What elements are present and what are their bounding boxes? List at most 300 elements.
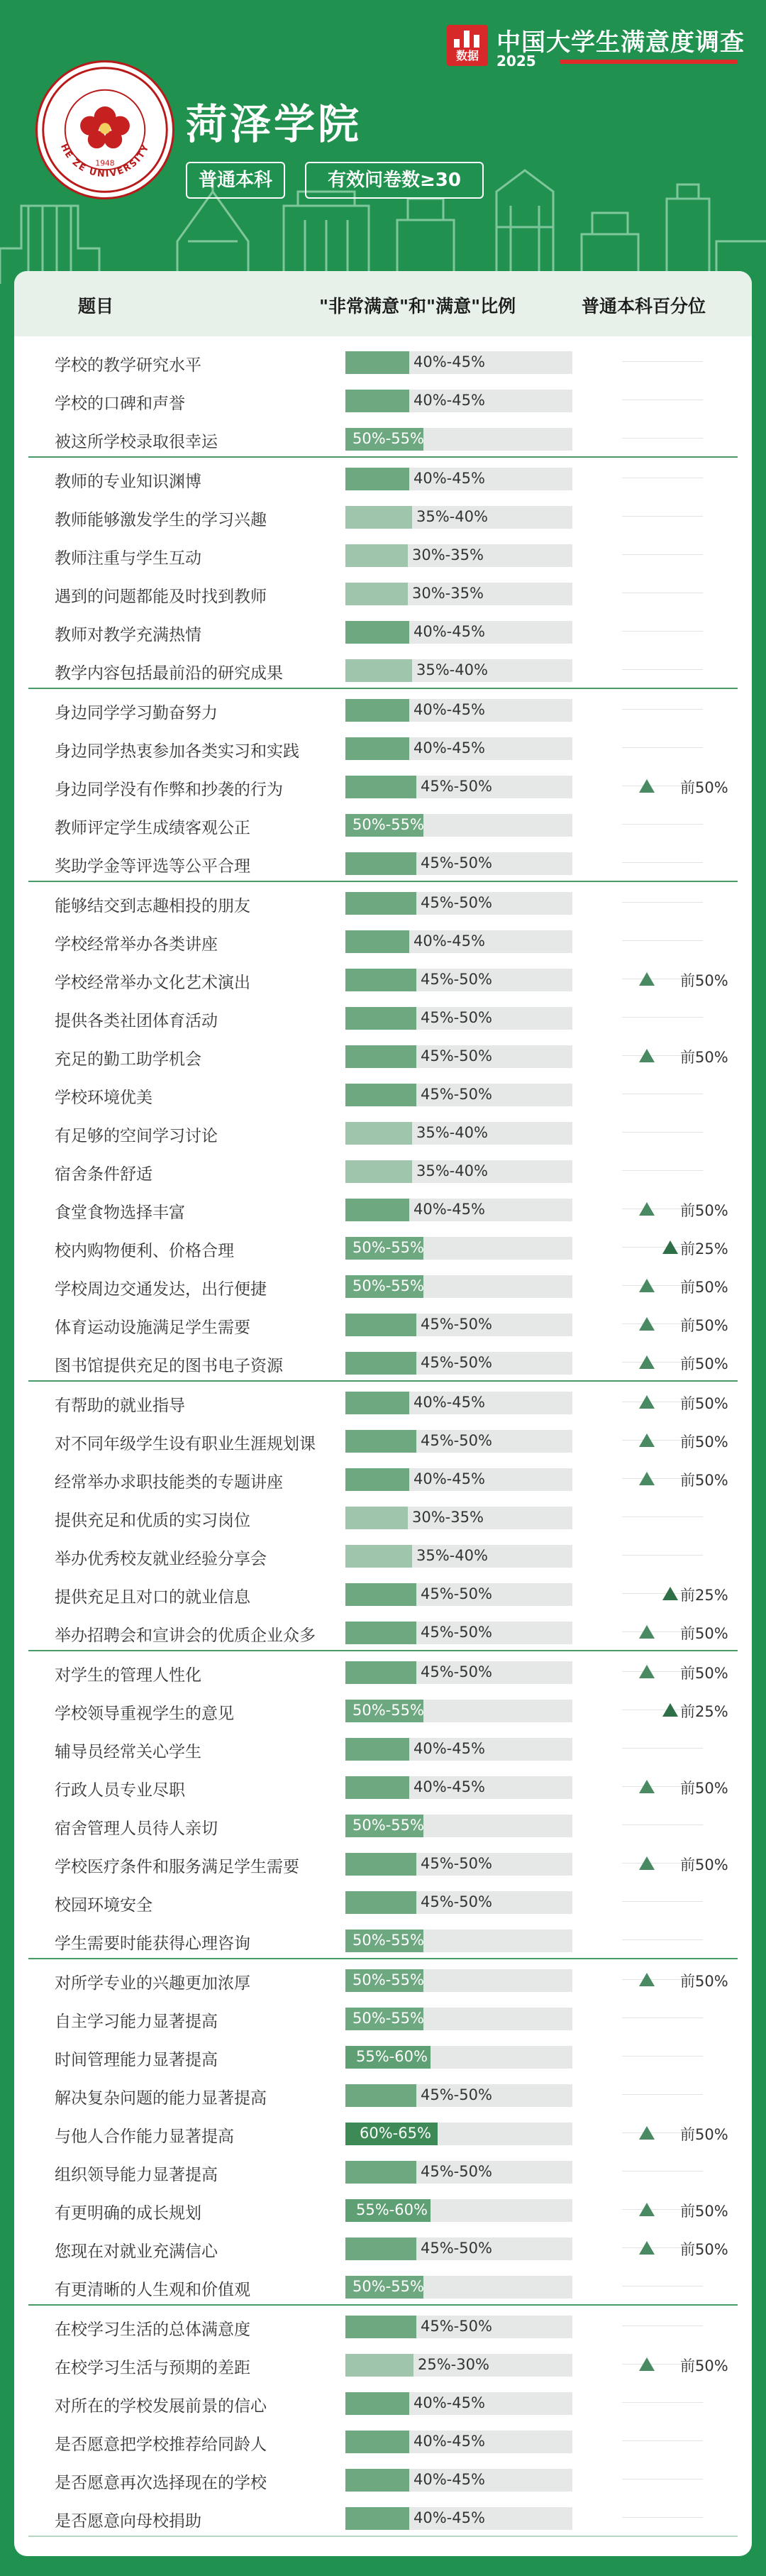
table-row	[28, 1189, 738, 1228]
ratio-bar	[345, 2084, 416, 2107]
ratio-bar	[345, 1661, 416, 1684]
table-row	[28, 380, 738, 419]
ratio-range: 45%-50%	[421, 2240, 492, 2257]
row-label: 能够结交到志趣相投的朋友	[55, 897, 250, 915]
row-label: 校园环境安全	[55, 1896, 152, 1915]
percentile-line	[622, 554, 703, 555]
percentile-label: 前50%	[680, 2241, 728, 2258]
table-row	[28, 1036, 738, 1074]
table-row	[28, 1574, 738, 1612]
ratio-bar	[345, 1352, 416, 1375]
brand-logo-icon	[447, 25, 488, 66]
ratio-range: 50%-55%	[353, 1817, 424, 1834]
ratio-range: 40%-45%	[413, 2471, 485, 2488]
ratio-bar-track	[345, 1583, 572, 1606]
ratio-range: 30%-35%	[412, 546, 484, 563]
table-row	[28, 1382, 738, 1421]
ratio-bar-track	[345, 1738, 572, 1761]
percentile-marker-icon	[639, 1317, 655, 1331]
ratio-range: 45%-50%	[421, 2318, 492, 2335]
row-label: 是否愿意向母校捐助	[55, 2512, 201, 2531]
ratio-bar-track	[345, 1352, 572, 1375]
table-row	[28, 2228, 738, 2267]
table-row	[28, 2190, 738, 2228]
ratio-bar	[345, 1853, 416, 1876]
row-label: 食堂食物选择丰富	[55, 1204, 185, 1222]
percentile-marker-icon	[639, 2126, 655, 2140]
ratio-bar-track	[345, 1815, 572, 1837]
ratio-bar-track	[345, 2046, 572, 2069]
ratio-range: 50%-55%	[353, 2278, 424, 2295]
ratio-bar	[345, 2469, 409, 2492]
table-row	[28, 1459, 738, 1497]
percentile-label: 前50%	[680, 1625, 728, 1642]
table-row	[28, 2421, 738, 2460]
table-row	[28, 419, 738, 457]
ratio-bar	[345, 1622, 416, 1644]
row-label: 宿舍管理人员待人亲切	[55, 1820, 218, 1838]
ratio-range: 45%-50%	[421, 1663, 492, 1680]
row-label: 在校学习生活的总体满意度	[55, 2321, 250, 2339]
ratio-range: 40%-45%	[413, 392, 485, 409]
ratio-bar	[345, 2354, 413, 2377]
ratio-range: 45%-50%	[421, 1086, 492, 1103]
percentile-label: 前50%	[680, 2203, 728, 2220]
percentile-marker-icon	[662, 1240, 678, 1254]
percentile-marker-icon	[639, 1625, 655, 1639]
group-divider	[28, 1650, 738, 1651]
ratio-bar	[345, 2507, 409, 2530]
ratio-bar	[345, 1160, 412, 1183]
percentile-line	[622, 940, 703, 941]
ratio-bar	[345, 1738, 409, 1761]
percentile-marker-icon	[639, 1780, 655, 1793]
ratio-bar-track	[345, 2123, 572, 2145]
group-divider	[28, 881, 738, 882]
row-label: 组织领导能力显著提高	[55, 2166, 218, 2184]
ratio-bar-track	[345, 544, 572, 567]
ratio-bar	[345, 544, 408, 567]
percentile-line	[622, 824, 703, 825]
row-label: 学校经常举办各类讲座	[55, 935, 218, 954]
row-label: 提供充足且对口的就业信息	[55, 1588, 250, 1607]
table-row	[28, 1266, 738, 1304]
ratio-range: 45%-50%	[421, 778, 492, 795]
table-row	[28, 1920, 738, 1959]
percentile-line	[622, 1555, 703, 1556]
table-row	[28, 650, 738, 688]
table-row	[28, 1304, 738, 1343]
percentile-label: 前50%	[680, 1433, 728, 1451]
school-type-tag: 普通本科	[186, 162, 285, 199]
ratio-bar	[345, 892, 416, 915]
column-header-percentile: 普通本科百分位	[582, 296, 706, 317]
ratio-range: 45%-50%	[421, 2163, 492, 2180]
ratio-range: 50%-55%	[353, 1277, 424, 1294]
ratio-bar-track	[345, 506, 572, 529]
ratio-range: 45%-50%	[421, 854, 492, 871]
table-row	[28, 1074, 738, 1113]
ratio-bar-track	[345, 2507, 572, 2530]
row-label: 辅导员经常关心学生	[55, 1743, 201, 1761]
ratio-range: 40%-45%	[413, 353, 485, 370]
percentile-label: 前50%	[680, 1049, 728, 1066]
ratio-bar	[345, 351, 409, 374]
ratio-bar-track	[345, 2354, 572, 2377]
table-row	[28, 573, 738, 612]
ratio-range: 40%-45%	[413, 1740, 485, 1757]
ratio-range: 45%-50%	[421, 894, 492, 911]
brand-logo-text: 数据	[455, 49, 479, 62]
percentile-marker-icon	[639, 1973, 655, 1986]
ratio-bar-track	[345, 737, 572, 760]
ratio-bar-track	[345, 892, 572, 915]
percentile-line	[622, 1939, 703, 1940]
ratio-bar-track	[345, 2238, 572, 2260]
percentile-marker-icon	[639, 1472, 655, 1485]
percentile-line	[622, 2402, 703, 2403]
percentile-line	[622, 2440, 703, 2441]
ratio-bar-track	[345, 1507, 572, 1529]
percentile-line	[622, 669, 703, 670]
row-label: 奖助学金等评选等公平合理	[55, 857, 250, 876]
row-label: 教师的专业知识渊博	[55, 473, 201, 491]
table-row	[28, 1343, 738, 1381]
table-row	[28, 1998, 738, 2037]
column-header-ratio: "非常满意"和"满意"比例	[319, 296, 516, 317]
percentile-marker-icon	[639, 1355, 655, 1369]
ratio-range: 40%-45%	[413, 2509, 485, 2526]
percentile-label: 前50%	[680, 1395, 728, 1412]
row-label: 举办招聘会和宣讲会的优质企业众多	[55, 1626, 316, 1645]
table-row	[28, 2113, 738, 2152]
ratio-bar-track	[345, 1661, 572, 1684]
row-label: 在校学习生活与预期的差距	[55, 2359, 250, 2377]
ratio-bar	[345, 2392, 409, 2415]
ratio-bar	[345, 2161, 416, 2184]
ratio-bar	[345, 1507, 408, 1529]
ratio-bar	[345, 930, 409, 953]
table-row	[28, 2460, 738, 2498]
table-header	[14, 271, 752, 336]
ratio-range: 55%-60%	[356, 2201, 428, 2218]
ratio-bar-track	[345, 2008, 572, 2030]
ratio-bar-track	[345, 1199, 572, 1221]
ratio-range: 45%-50%	[421, 1432, 492, 1449]
ratio-bar-track	[345, 814, 572, 837]
table-row	[28, 2037, 738, 2075]
percentile-line	[622, 2517, 703, 2518]
ratio-range: 45%-50%	[421, 1009, 492, 1026]
group-divider	[28, 2304, 738, 2306]
table-row	[28, 1497, 738, 1536]
row-label: 对不同年级学生设有职业生涯规划课	[55, 1435, 316, 1453]
ratio-range: 30%-35%	[412, 585, 484, 602]
ratio-bar-track	[345, 1930, 572, 1952]
table-row	[28, 766, 738, 805]
table-row	[28, 959, 738, 998]
ratio-bar	[345, 1045, 416, 1068]
percentile-label: 前50%	[680, 1856, 728, 1873]
percentile-marker-icon	[639, 1049, 655, 1062]
row-label: 教师能够激发学生的学习兴趣	[55, 511, 267, 529]
percentile-label: 前25%	[680, 1240, 728, 1257]
ratio-bar	[345, 969, 416, 991]
table-row	[28, 2345, 738, 2383]
row-label: 校内购物便利、价格合理	[55, 1242, 234, 1260]
ratio-bar-track	[345, 852, 572, 875]
ratio-bar-track	[345, 699, 572, 722]
table-row	[28, 921, 738, 959]
percentile-label: 前50%	[680, 1472, 728, 1489]
table-row	[28, 342, 738, 380]
percentile-marker-icon	[639, 972, 655, 986]
table-row	[28, 1960, 738, 1998]
row-label: 学生需要时能获得心理咨询	[55, 1934, 250, 1953]
ratio-range: 40%-45%	[413, 2394, 485, 2411]
ratio-bar-track	[345, 390, 572, 412]
table-row	[28, 497, 738, 535]
table-row	[28, 612, 738, 650]
row-label: 有更清晰的人生观和价值观	[55, 2281, 250, 2299]
group-divider	[28, 688, 738, 689]
percentile-marker-icon	[662, 1587, 678, 1600]
table-row	[28, 998, 738, 1036]
percentile-label: 前50%	[680, 1317, 728, 1334]
percentile-line	[622, 2056, 703, 2057]
ratio-bar	[345, 621, 409, 644]
ratio-bar-track	[345, 1853, 572, 1876]
row-label: 对学生的管理人性化	[55, 1666, 201, 1685]
ratio-bar	[345, 1776, 409, 1799]
percentile-label: 前50%	[680, 779, 728, 796]
emblem-text: HE ZE UNIVERSITY	[58, 142, 152, 180]
ratio-bar-track	[345, 1776, 572, 1799]
table-row	[28, 1652, 738, 1690]
ratio-bar-track	[345, 2161, 572, 2184]
row-label: 经常举办求职技能类的专题讲座	[55, 1473, 283, 1492]
table-row	[28, 2306, 738, 2345]
ratio-bar-track	[345, 969, 572, 991]
ratio-range: 35%-40%	[416, 1124, 488, 1141]
ratio-range: 35%-40%	[416, 661, 488, 678]
ratio-bar-track	[345, 468, 572, 490]
ratio-range: 50%-55%	[353, 1702, 424, 1719]
sample-size-tag: 有效问卷数≥30	[305, 162, 484, 199]
table-row	[28, 1729, 738, 1767]
row-label: 学校的教学研究水平	[55, 356, 201, 375]
row-label: 是否愿意再次选择现在的学校	[55, 2474, 267, 2492]
ratio-bar-track	[345, 351, 572, 374]
ratio-range: 40%-45%	[413, 623, 485, 640]
ratio-bar-track	[345, 1237, 572, 1260]
school-emblem-icon	[35, 60, 174, 199]
percentile-label: 前25%	[680, 1703, 728, 1720]
table-row	[28, 1228, 738, 1266]
ratio-bar-track	[345, 1007, 572, 1030]
ratio-bar-track	[345, 428, 572, 451]
table-row	[28, 2075, 738, 2113]
percentile-marker-icon	[639, 2357, 655, 2371]
table-row	[28, 1805, 738, 1844]
group-divider	[28, 1958, 738, 1959]
ratio-bar-track	[345, 1392, 572, 1414]
ratio-bar	[345, 506, 412, 529]
ratio-range: 50%-55%	[353, 430, 424, 447]
school-name: 菏泽学院	[186, 100, 362, 148]
row-label: 被这所学校录取很幸运	[55, 433, 218, 451]
percentile-line	[622, 902, 703, 903]
ratio-range: 50%-55%	[353, 1971, 424, 1988]
survey-table	[14, 271, 752, 2556]
percentile-marker-icon	[639, 1433, 655, 1447]
ratio-bar-track	[345, 583, 572, 605]
row-label: 您现在对就业充满信心	[55, 2242, 218, 2261]
ratio-bar	[345, 699, 409, 722]
ratio-range: 25%-30%	[418, 2356, 489, 2373]
percentile-line	[622, 2325, 703, 2326]
group-divider	[28, 456, 738, 458]
row-label: 教师注重与学生互动	[55, 549, 201, 568]
row-label: 体育运动设施满足学生需要	[55, 1319, 250, 1337]
table-row	[28, 2498, 738, 2536]
ratio-bar-track	[345, 659, 572, 682]
percentile-line	[622, 631, 703, 632]
row-label: 遇到的问题都能及时找到教师	[55, 588, 267, 606]
ratio-bar	[345, 1314, 416, 1336]
ratio-bar	[345, 1084, 416, 1106]
percentile-label: 前50%	[680, 1202, 728, 1219]
percentile-line	[622, 1748, 703, 1749]
table-row	[28, 843, 738, 881]
table-row	[28, 1844, 738, 1882]
percentile-line	[622, 747, 703, 748]
row-label: 身边同学没有作弊和抄袭的行为	[55, 781, 283, 799]
ratio-range: 50%-55%	[353, 1932, 424, 1949]
ratio-range: 45%-50%	[421, 1354, 492, 1371]
ratio-range: 45%-50%	[421, 1585, 492, 1602]
ratio-bar-track	[345, 1160, 572, 1183]
ratio-range: 35%-40%	[416, 1547, 488, 1564]
ratio-range: 40%-45%	[413, 1201, 485, 1218]
ratio-bar-track	[345, 1700, 572, 1722]
ratio-bar-track	[345, 1084, 572, 1106]
percentile-line	[622, 438, 703, 439]
survey-brand	[447, 21, 745, 71]
ratio-bar	[345, 583, 408, 605]
table-row	[28, 1612, 738, 1651]
percentile-marker-icon	[639, 1665, 655, 1678]
percentile-label: 前50%	[680, 2126, 728, 2143]
header	[0, 0, 766, 284]
row-label: 是否愿意把学校推荐给同龄人	[55, 2435, 267, 2454]
percentile-line	[622, 1901, 703, 1902]
percentile-line	[622, 1170, 703, 1171]
row-label: 教学内容包括最前沿的研究成果	[55, 664, 283, 683]
table-row	[28, 1113, 738, 1151]
ratio-bar-track	[345, 2431, 572, 2453]
percentile-label: 前50%	[680, 972, 728, 989]
percentile-label: 前50%	[680, 1355, 728, 1372]
ratio-range: 50%-55%	[353, 2010, 424, 2027]
table-row	[28, 1421, 738, 1459]
ratio-range: 40%-45%	[413, 1778, 485, 1795]
ratio-bar-track	[345, 2316, 572, 2338]
percentile-label: 前50%	[680, 1973, 728, 1990]
group-divider	[28, 1380, 738, 1382]
percentile-label: 前50%	[680, 1279, 728, 1296]
percentile-line	[622, 1132, 703, 1133]
table-row	[28, 690, 738, 728]
ratio-bar-track	[345, 1891, 572, 1914]
row-label: 学校经常举办文化艺术演出	[55, 974, 250, 992]
ratio-range: 45%-50%	[421, 1316, 492, 1333]
percentile-label: 前50%	[680, 2357, 728, 2374]
ratio-range: 45%-50%	[421, 2086, 492, 2103]
row-label: 学校周边交通发达，出行便捷	[55, 1280, 267, 1299]
ratio-bar	[345, 776, 416, 798]
row-label: 行政人员专业尽职	[55, 1781, 185, 1800]
ratio-range: 50%-55%	[353, 816, 424, 833]
ratio-bar	[345, 1007, 416, 1030]
ratio-bar-track	[345, 1622, 572, 1644]
ratio-range: 30%-35%	[412, 1509, 484, 1526]
ratio-bar-track	[345, 2084, 572, 2107]
percentile-line	[622, 2094, 703, 2095]
percentile-line	[622, 2171, 703, 2172]
row-label: 学校医疗条件和服务满足学生需要	[55, 1858, 299, 1876]
row-label: 举办优秀校友就业经验分享会	[55, 1550, 267, 1568]
percentile-line	[622, 1017, 703, 1018]
percentile-marker-icon	[662, 1703, 678, 1717]
ratio-range: 40%-45%	[413, 932, 485, 950]
ratio-bar	[345, 1122, 412, 1145]
table-row	[28, 1151, 738, 1189]
column-header-item: 题目	[78, 296, 114, 317]
ratio-bar-track	[345, 1275, 572, 1298]
percentile-line	[622, 1824, 703, 1825]
row-label: 图书馆提供充足的图书电子资源	[55, 1357, 283, 1375]
table-row	[28, 1690, 738, 1729]
percentile-marker-icon	[639, 1856, 655, 1870]
row-label: 解决复杂问题的能力显著提高	[55, 2089, 267, 2108]
percentile-marker-icon	[639, 2241, 655, 2255]
percentile-line	[622, 862, 703, 863]
ratio-bar	[345, 1199, 409, 1221]
ratio-range: 45%-50%	[421, 1855, 492, 1872]
percentile-marker-icon	[639, 1395, 655, 1409]
ratio-bar	[345, 1545, 412, 1568]
ratio-range: 35%-40%	[416, 508, 488, 525]
percentile-label: 前25%	[680, 1587, 728, 1604]
ratio-range: 50%-55%	[353, 1239, 424, 1256]
ratio-bar-track	[345, 2276, 572, 2299]
row-label: 与他人合作能力显著提高	[55, 2128, 234, 2146]
ratio-bar	[345, 1430, 416, 1453]
ratio-bar-track	[345, 930, 572, 953]
brand-title: 中国大学生满意度调查	[496, 28, 745, 57]
table-row	[28, 535, 738, 573]
ratio-bar-track	[345, 2199, 572, 2222]
row-label: 提供充足和优质的实习岗位	[55, 1512, 250, 1530]
emblem-year: 1948	[95, 158, 115, 168]
ratio-bar	[345, 2431, 409, 2453]
table-row	[28, 1767, 738, 1805]
ratio-range: 40%-45%	[413, 701, 485, 718]
ratio-bar	[345, 2238, 416, 2260]
table-row	[28, 728, 738, 766]
row-label: 对所学专业的兴趣更加浓厚	[55, 1974, 250, 1993]
